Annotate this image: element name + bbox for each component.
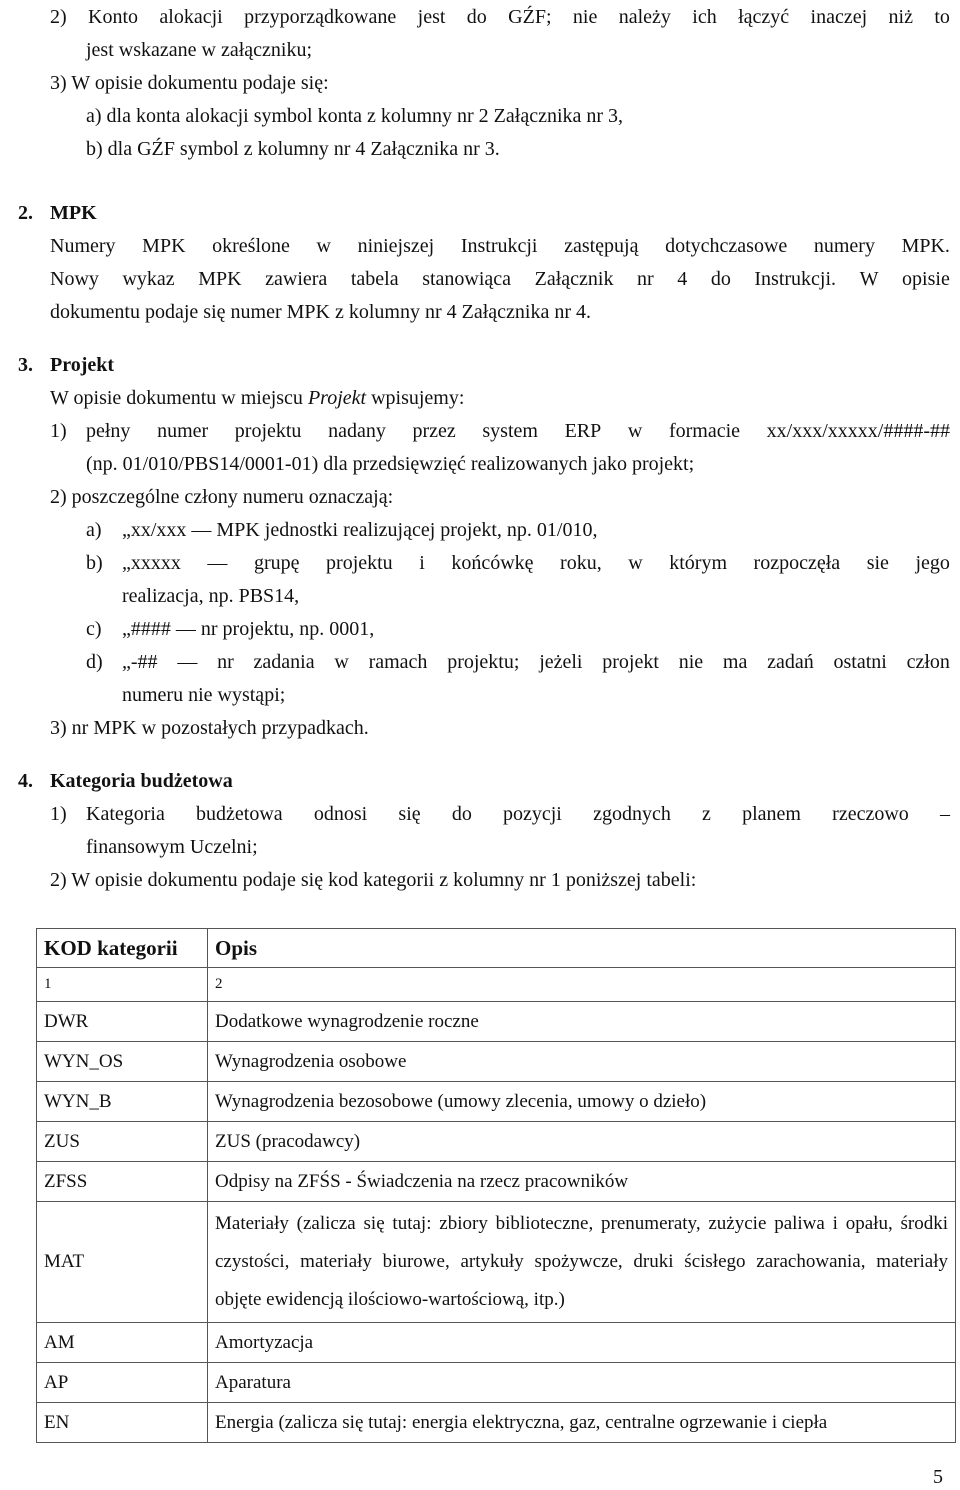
table-row <box>37 1323 956 1363</box>
category-code: WYN_B <box>37 1082 208 1122</box>
category-description: Odpisy na ZFŚS - Świadczenia na rzecz pracowników <box>208 1162 956 1202</box>
column-number-1: 1 <box>37 968 208 1002</box>
sub-marker-a: a) <box>86 519 102 541</box>
category-code: WYN_OS <box>37 1042 208 1082</box>
section-4-marker-1: 1) <box>50 803 67 825</box>
section-3-item-1-line-1: pełny numer projektu nadany przez system ERP w formacie xx/xxx/xxxxx/####-## <box>86 420 950 442</box>
category-description: Wynagrodzenia osobowe <box>208 1042 956 1082</box>
section-3-number: 3. <box>18 354 33 376</box>
category-description: Energia (zalicza się tutaj: energia elektryczna, gaz, centralne ogrzewanie i ciepła <box>208 1403 956 1443</box>
column-number-2: 2 <box>208 968 956 1002</box>
section-4-title: Kategoria budżetowa <box>50 770 233 792</box>
sub-marker-b: b) <box>86 552 103 574</box>
category-code: AP <box>37 1363 208 1403</box>
section-2-number: 2. <box>18 202 33 224</box>
category-code: MAT <box>37 1202 208 1323</box>
table-column-numbers-row <box>37 968 956 1002</box>
intro-line-1: 2) Konto alokacji przyporządkowane jest do GŹF; nie należy ich łączyć inaczej niż to <box>50 6 950 28</box>
sub-item-b-line-2: realizacja, np. PBS14, <box>122 585 300 607</box>
sub-item-b-line-1: „xxxxx — grupę projektu i końcówkę roku, w którym rozpoczęła sie jego <box>122 552 950 574</box>
category-code: AM <box>37 1323 208 1363</box>
section-4-item-1-line-1: Kategoria budżetowa odnosi się do pozycji zgodnych z planem rzeczowo – <box>86 803 950 825</box>
section-3-item-3: 3) nr MPK w pozostałych przypadkach. <box>50 717 369 739</box>
category-description: ZUS (pracodawcy) <box>208 1122 956 1162</box>
section-2-title: MPK <box>50 202 97 224</box>
table-row <box>37 1082 956 1122</box>
category-description: Materiały (zalicza się tutaj: zbiory biblioteczne, prenumeraty, zużycie paliwa i opału, środki czystości, materiały biurowe, artykuły spożywcze, druki ścisłego zarachowania, materiały objęte ewidencją ilościowo-wartościową, itp.) <box>208 1202 956 1323</box>
section-4-number: 4. <box>18 770 33 792</box>
intro-line-2: jest wskazane w załączniku; <box>86 39 313 61</box>
sub-item-c: „#### — nr projektu, np. 0001, <box>122 618 375 640</box>
section-3-intro: W opisie dokumentu w miejscu Projekt wpisujemy: <box>50 387 465 409</box>
sub-item-d-line-2: numeru nie wystąpi; <box>122 684 286 706</box>
header-description: Opis <box>208 929 956 968</box>
section-3-title: Projekt <box>50 354 115 376</box>
table-row <box>37 1202 956 1323</box>
table-header-row <box>37 929 956 968</box>
category-description: Dodatkowe wynagrodzenie roczne <box>208 1002 956 1042</box>
table-row <box>37 1403 956 1443</box>
category-code: ZFSS <box>37 1162 208 1202</box>
intro-line-3: 3) W opisie dokumentu podaje się: <box>50 72 329 94</box>
category-description: Aparatura <box>208 1363 956 1403</box>
page-number: 5 <box>933 1466 943 1488</box>
intro-line-5: b) dla GŹF symbol z kolumny nr 4 Załącznika nr 3. <box>86 138 500 160</box>
header-code: KOD kategorii <box>37 929 208 968</box>
section-4-item-1-line-2: finansowym Uczelni; <box>86 836 258 858</box>
sub-marker-c: c) <box>86 618 102 640</box>
category-table <box>36 928 956 1443</box>
category-description: Amortyzacja <box>208 1323 956 1363</box>
table-row <box>37 1122 956 1162</box>
table-row <box>37 1363 956 1403</box>
intro-line-4: a) dla konta alokacji symbol konta z kolumny nr 2 Załącznika nr 3, <box>86 105 624 127</box>
table-row <box>37 1002 956 1042</box>
category-code: DWR <box>37 1002 208 1042</box>
sub-item-a: „xx/xxx — MPK jednostki realizującej projekt, np. 01/010, <box>122 519 598 541</box>
table-row <box>37 1042 956 1082</box>
table-row <box>37 1162 956 1202</box>
section-4-item-2: 2) W opisie dokumentu podaje się kod kategorii z kolumny nr 1 poniższej tabeli: <box>50 869 697 891</box>
section-3-item-1-line-2: (np. 01/010/PBS14/0001-01) dla przedsięwzięć realizowanych jako projekt; <box>86 453 695 475</box>
section-2-line-3: dokumentu podaje się numer MPK z kolumny nr 4 Załącznika nr 4. <box>50 301 591 323</box>
section-2-line-2: Nowy wykaz MPK zawiera tabela stanowiąca Załącznik nr 4 do Instrukcji. W opisie <box>50 268 950 290</box>
category-code: EN <box>37 1403 208 1443</box>
section-2-line-1: Numery MPK określone w niniejszej Instrukcji zastępują dotychczasowe numery MPK. <box>50 235 950 257</box>
category-description: Wynagrodzenia bezosobowe (umowy zlecenia, umowy o dzieło) <box>208 1082 956 1122</box>
sub-item-d-line-1: „-## — nr zadania w ramach projektu; jeżeli projekt nie ma zadań ostatni człon <box>122 651 950 673</box>
category-code: ZUS <box>37 1122 208 1162</box>
section-3-item-2: 2) poszczególne człony numeru oznaczają: <box>50 486 394 508</box>
list-marker-1: 1) <box>50 420 67 442</box>
sub-marker-d: d) <box>86 651 103 673</box>
